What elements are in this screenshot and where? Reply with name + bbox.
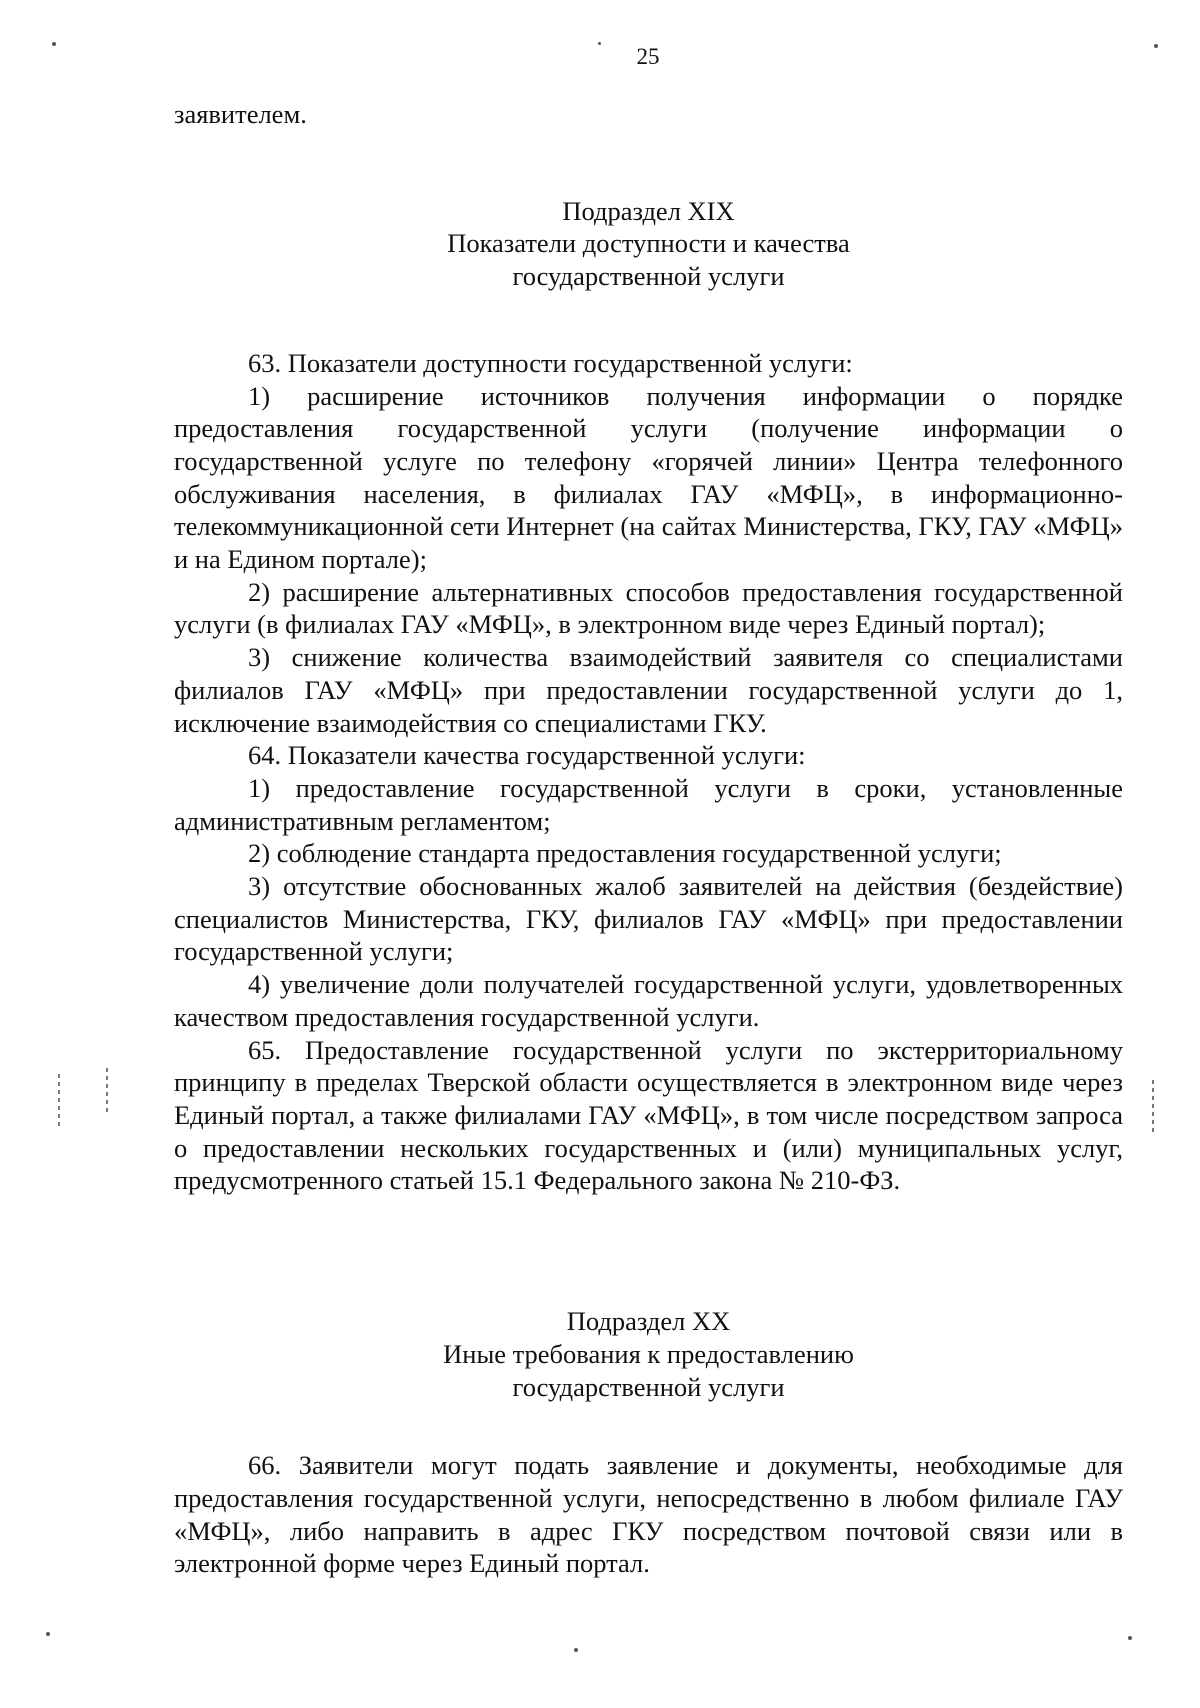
- section-xx-title: Подраздел XX: [566, 1306, 731, 1337]
- spacer: [174, 293, 1123, 347]
- paragraph-66: 66. Заявители могут подать заявление и документы, необходимые для предоставления государственной услуги, непосредственно в любом филиале ГАУ «МФЦ», либо направить в адрес ГКУ посредством почтовой связи или в электронной форме через Единый портал.: [174, 1450, 1123, 1579]
- scan-speck: [598, 42, 601, 45]
- opening-line: заявителем.: [174, 99, 307, 129]
- scan-speck: [46, 1632, 50, 1636]
- spacer: [174, 1403, 1123, 1449]
- paragraph-65: 65. Предоставление государственной услуги по экстерриториальному принципу в пределах Тверской области осуществляется в электронном виде через Единый портал, а также филиалами ГАУ «МФЦ», в том числе посредством запроса о предоставлении нескольких государственных и (или) муниципальных услуг, предусмотренного статьей 15.1 Федерального закона № 210-ФЗ.: [174, 1034, 1123, 1196]
- paragraph-64: 64. Показатели качества государственной услуги:: [248, 740, 806, 771]
- scan-speck: [52, 42, 56, 46]
- document-body: [174, 98, 1123, 1580]
- section-xix-title: Подраздел XIX: [562, 195, 735, 226]
- paragraph-64-item-4: 4) увеличение доли получателей государственной услуги, удовлетворенных качеством предоставления государственной услуги.: [174, 969, 1123, 1032]
- page-number: 25: [636, 44, 660, 69]
- paragraph-64-item-2: 2) соблюдение стандарта предоставления государственной услуги;: [248, 838, 1002, 869]
- section-xix-subtitle-line2: государственной услуги: [512, 261, 785, 292]
- paragraph-63-item-3: 3) снижение количества взаимодействий заявителя со специалистами филиалов ГАУ «МФЦ» при предоставлении государственной услуги до 1, исключение взаимодействия со специалистами ГКУ.: [174, 642, 1123, 738]
- paragraph-63: 63. Показатели доступности государственной услуги:: [248, 347, 853, 378]
- paragraph-63-item-2: 2) расширение альтернативных способов предоставления государственной услуги (в филиалах ГАУ «МФЦ», в электронном виде через Единый портал);: [174, 576, 1123, 640]
- section-xx-subtitle-line1: Иные требования к предоставлению: [443, 1338, 854, 1369]
- scan-speck: [1128, 1636, 1132, 1640]
- scan-margin-mark: [1152, 1080, 1154, 1132]
- paragraph-64-item-1: 1) предоставление государственной услуги в сроки, установленные административным регламентом;: [174, 772, 1123, 836]
- spacer: [174, 1197, 1123, 1305]
- section-xx-subtitle-line2: государственной услуги: [512, 1371, 785, 1402]
- scan-speck: [1154, 44, 1158, 48]
- paragraph-63-item-1: 1) расширение источников получения информации о порядке предоставления государственной услуги (получение информации о государственной услуге по телефону «горячей линии» Центра телефонного обслуживания населения, в филиалах ГАУ «МФЦ», в информационно-телекоммуникационной сети Интернет (на сайтах Министерства, ГКУ, ГАУ «МФЦ» и на Едином портале);: [174, 380, 1123, 575]
- scan-margin-mark: [106, 1068, 108, 1112]
- scan-speck: [574, 1648, 578, 1652]
- section-xix-subtitle-line1: Показатели доступности и качества: [447, 228, 850, 259]
- scan-margin-mark: [58, 1074, 60, 1130]
- paragraph-64-item-3: 3) отсутствие обоснованных жалоб заявителей на действия (бездействие) специалистов Министерства, ГКУ, филиалов ГАУ «МФЦ» при предоставлении государственной услуги;: [174, 871, 1123, 967]
- spacer: [174, 131, 1123, 195]
